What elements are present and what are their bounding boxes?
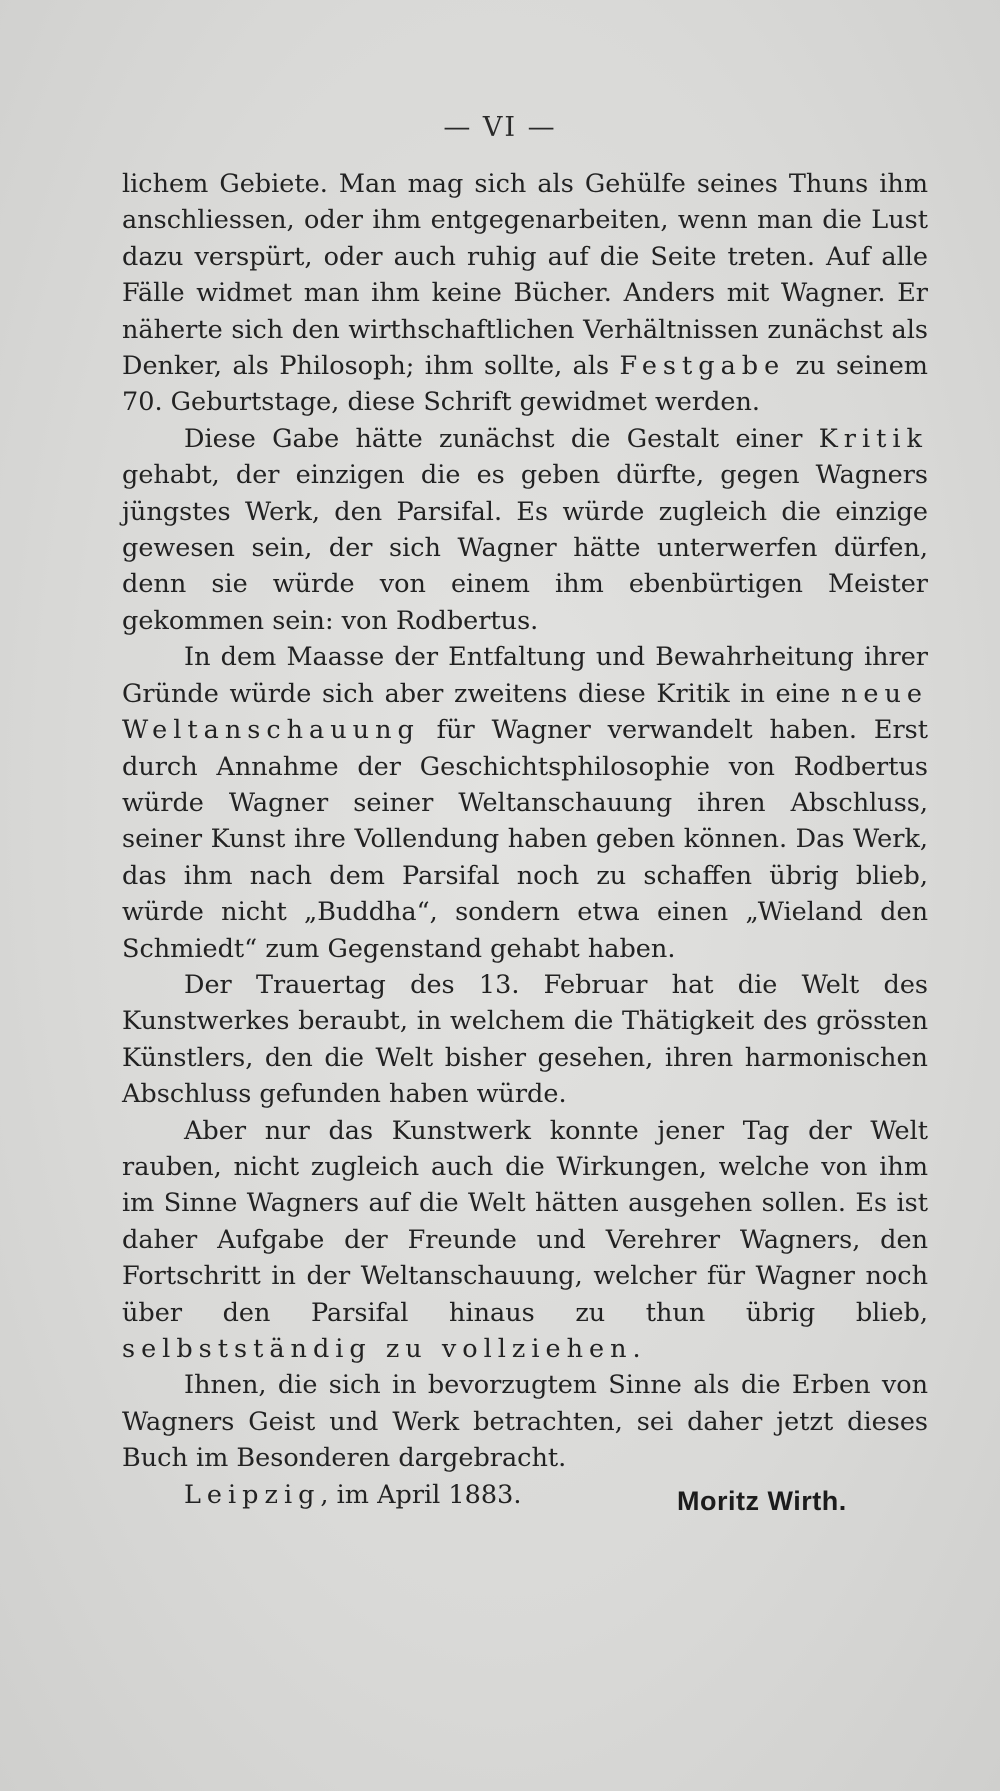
emphasis-spaced: Kritik bbox=[818, 423, 928, 454]
author-signature: Moritz Wirth. bbox=[677, 1485, 847, 1516]
paragraph-continuation bbox=[122, 166, 928, 421]
text-run: gehabt, der einzigen die es geben dürfte, gegen Wagners jüngstes Werk, den Parsifal. Es würde zugleich die einzige gewesen sein, der sich Wagner hätte unterwerfen dürfen, denn sie würde von einem ihm ebenbürtigen Meister gekommen sein: von Rodbertus. bbox=[122, 460, 928, 636]
text-run: Aber nur das Kunstwerk konnte jener Tag der Welt rauben, nicht zugleich auch die Wirkungen, welche von ihm im Sinne Wagners auf die Welt hätten ausgehen sollen. Es ist daher Aufgabe der Freunde und Verehrer Wagners, den Fortschritt in der Weltanschauung, welcher für Wagner noch über den Parsifal hinaus zu thun übrig blieb, bbox=[122, 1115, 928, 1328]
text-run: In dem Maasse der Entfaltung und Bewahrheitung ihrer Gründe würde sich aber zweitens diese Kritik in eine bbox=[122, 642, 928, 709]
paragraph bbox=[122, 421, 928, 639]
page-number-header: — VI — bbox=[443, 112, 557, 143]
paragraph bbox=[122, 1113, 928, 1368]
text-run: Diese Gabe hätte zunächst die Gestalt einer bbox=[184, 423, 819, 454]
text-run: . bbox=[632, 1334, 641, 1364]
text-run: Der Trauertag des 13. Februar hat die Welt des Kunstwerkes beraubt, in welchem die Thätigkeit des grössten Künstlers, den die Welt bisher gesehen, ihren harmonischen Abschluss gefunden haben würde. bbox=[122, 969, 928, 1110]
place-name: Leipzig bbox=[184, 1479, 321, 1510]
emphasis-spaced: selbstständig zu vollziehen bbox=[122, 1334, 633, 1364]
place-date bbox=[184, 1477, 521, 1513]
date-text: , im April 1883. bbox=[320, 1479, 522, 1510]
text-run: lichem Gebiete. Man mag sich als Gehülfe seines Thuns ihm anschliessen, oder ihm entgegenarbeiten, wenn man die Lust dazu verspürt, oder auch ruhig auf die Seite treten. Auf alle Fälle widmet man ihm keine Bücher. Anders mit Wagner. Er näherte sich den wirthschaftlichen Verhältnissen zunächst als Denker, als Philosoph; ihm sollte, als bbox=[122, 169, 928, 382]
paragraph bbox=[122, 639, 928, 967]
emphasis-spaced: Festgabe bbox=[619, 351, 786, 382]
text-run: Ihnen, die sich in bevorzugtem Sinne als die Erben von Wagners Geist und Werk betrachten, sei daher jetzt dieses Buch im Besonderen dargebracht. bbox=[122, 1370, 928, 1474]
paragraph bbox=[122, 967, 928, 1113]
paragraph bbox=[122, 1367, 928, 1476]
text-run: für Wagner verwandelt haben. Erst durch Annahme der Geschichtsphilosophie von Rodbertus würde Wagner seiner Weltanschauung ihren Abschluss, seiner Kunst ihre Vollendung haben geben können. Das Werk, das ihm nach dem Parsifal noch zu schaffen übrig blieb, würde nicht „Buddha“, sondern etwa einen „Wieland den Schmiedt“ zum Gegenstand gehabt haben. bbox=[122, 715, 928, 964]
closing-line bbox=[122, 1477, 928, 1517]
emphasis-spaced: neue Weltanschauung bbox=[122, 678, 928, 746]
text-run: zu seinem 70. Geburtstage, diese Schrift gewidmet werden. bbox=[122, 351, 928, 418]
body-text bbox=[122, 166, 928, 1517]
